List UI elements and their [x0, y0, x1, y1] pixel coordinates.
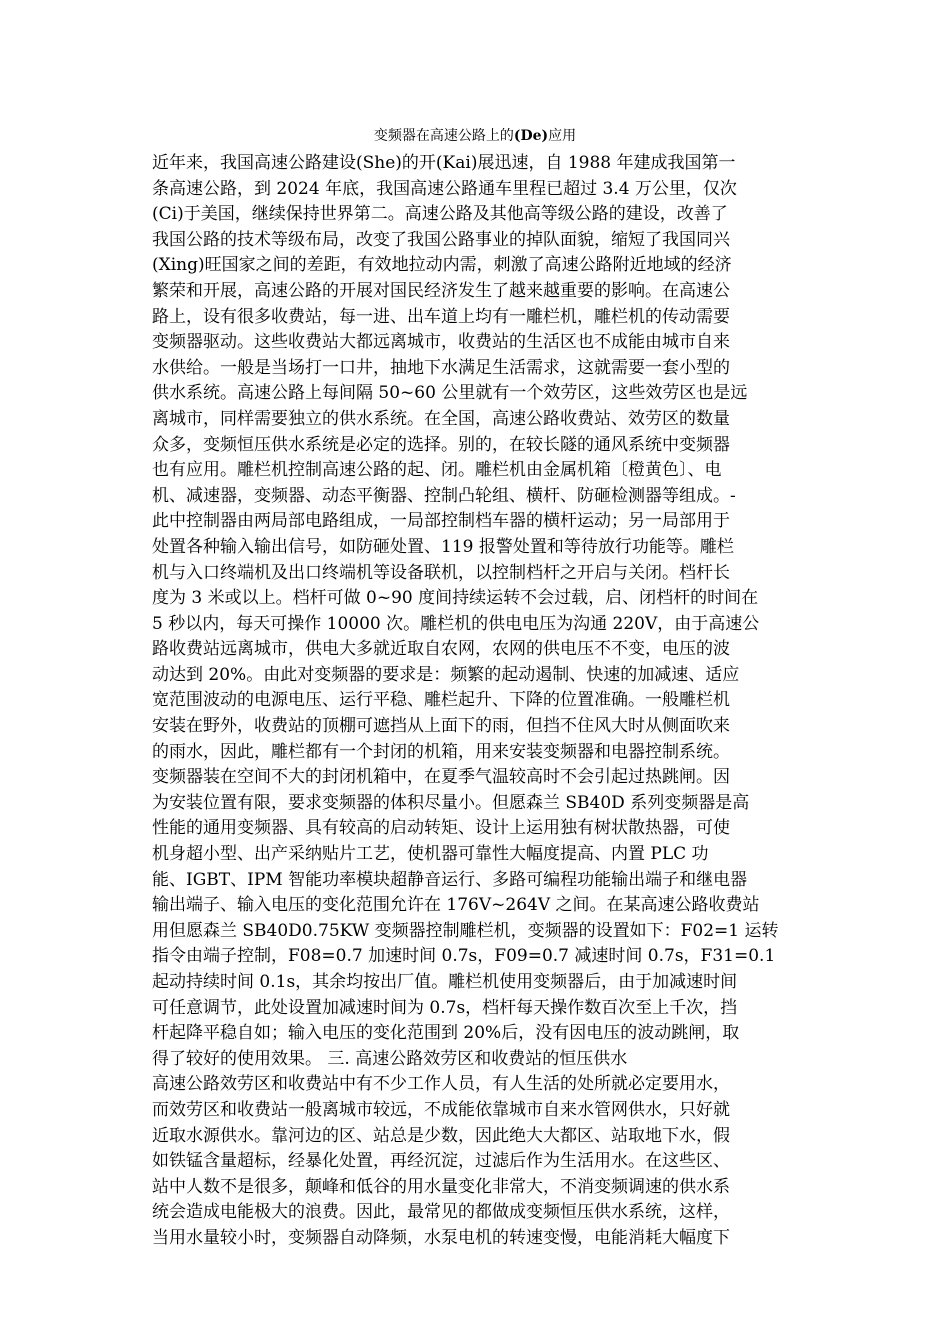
body-line: 机、减速器，变频器、动态平衡器、控制凸轮组、横杆、防砸检测器等组成。- [152, 485, 736, 506]
body-line: 而效劳区和收费站一般离城市较远，不成能依靠城市自来水管网供水，只好就 [152, 1099, 730, 1120]
body-line: 处置各种输入输出信号，如防砸处置、119 报警处置和等待放行功能等。雕栏 [152, 536, 734, 557]
body-line: 安装在野外，收费站的顶棚可遮挡从上面下的雨，但挡不住风大时从侧面吹来 [152, 716, 730, 737]
body-line: 5 秒以内，每天可操作 10000 次。雕栏机的供电电压为沟通 220V，由于高速公 [152, 613, 760, 634]
body-line: 近年来，我国高速公路建设(She)的开(Kai)展迅速，自 1988 年建成我国第一 [152, 153, 736, 173]
title-suffix: 应用 [548, 128, 577, 144]
body-line: 统会造成电能极大的浪费。因此，最常见的都做成变频恒压供水系统，这样， [152, 1202, 730, 1223]
body-line: 我国公路的技术等级布局，改变了我国公路事业的掉队面貌，缩短了我国同兴 [152, 229, 730, 250]
body-line: 条高速公路，到 2024 年底，我国高速公路通车里程已超过 3.4 万公里，仅次 [152, 178, 737, 199]
body-line: 性能的通用变频器、具有较高的启动转矩、设计上运用独有树状散热器，可使 [152, 818, 730, 839]
body-line: 高速公路效劳区和收费站中有不少工作人员，有人生活的处所就必定要用水， [152, 1074, 730, 1095]
body-line: 如铁锰含量超标，经暴化处置，再经沉淀，过滤后作为生活用水。在这些区、 [152, 1151, 730, 1172]
body-line: 路收费站远离城市，供电大多就近取自农网，农网的供电压不不变，电压的波 [152, 639, 730, 660]
body-line: 离城市，同样需要独立的供水系统。在全国，高速公路收费站、效劳区的数量 [152, 408, 730, 429]
body-line: 此中控制器由两局部电路组成，一局部控制档车器的横杆运动；另一局部用于 [152, 511, 730, 532]
body-line: (Xing)旺国家之间的差距，有效地拉动内需，刺激了高速公路附近地域的经济 [152, 255, 732, 276]
body-line: 变频器驱动。这些收费站大都远离城市，收费站的生活区也不成能由城市自来 [152, 332, 730, 353]
body-line: 繁荣和开展，高速公路的开展对国民经济发生了越来越重要的影响。在高速公 [152, 280, 730, 301]
body-line: 供水系统。高速公路上每间隔 50~60 公里就有一个效劳区，这些效劳区也是远 [152, 383, 748, 404]
body-line: 也有应用。雕栏机控制高速公路的起、闭。雕栏机由金属机箱〔橙黄色〕、电 [152, 460, 722, 481]
body-line: 水供给。一般是当场打一口井，抽地下水满足生活需求，这就需要一套小型的 [152, 357, 730, 378]
body-line: 机与入口终端机及出口终端机等设备联机，以控制档杆之开启与关闭。档杆长 [152, 562, 730, 583]
body-line: 为安装位置有限，要求变频器的体积尽量小。但愿森兰 SB40D 系列变频器是高 [152, 792, 750, 813]
body-line: 近取水源供水。靠河边的区、站总是少数，因此绝大大都区、站取地下水，假 [152, 1125, 730, 1146]
body-line: (Ci)于美国，继续保持世界第二。高速公路及其他高等级公路的建设，改善了 [152, 204, 728, 225]
body-line: 变频器装在空间不大的封闭机箱中，在夏季气温较高时不会引起过热跳闸。因 [152, 767, 730, 788]
body-line: 的雨水，因此，雕栏都有一个封闭的机箱，用来安装变频器和电器控制系统。 [152, 741, 730, 762]
body-line: 宽范围波动的电源电压、运行平稳、雕栏起升、下降的位置准确。一般雕栏机 [152, 690, 730, 711]
body-line: 指令由端子控制，F08=0.7 加速时间 0.7s，F09=0.7 减速时间 0.7s，F31=0.1 [152, 946, 776, 967]
body-line: 杆起降平稳自如；输入电压的变化范围到 20%后，没有因电压的波动跳闸，取 [152, 1023, 740, 1044]
body-line: 众多，变频恒压供水系统是必定的选择。别的，在较长隧的通风系统中变频器 [152, 434, 730, 455]
document-title [150, 127, 800, 145]
body-line: 起动持续时间 0.1s，其余均按出厂值。雕栏机使用变频器后，由于加减速时间 [152, 972, 738, 992]
title-bold-part: (De) [513, 128, 549, 144]
body-line: 能、IGBT、IPM 智能功率模块超静音运行、多路可编程功能输出端子和继电器 [152, 869, 748, 890]
body-line: 当用水量较小时，变频器自动降频，水泵电机的转速变慢，电能消耗大幅度下 [152, 1227, 730, 1248]
body-line: 用但愿森兰 SB40D0.75KW 变频器控制雕栏机，变频器的设置如下：F02=1 运转 [152, 920, 779, 941]
body-line: 可任意调节，此处设置加减速时间为 0.7s，档杆每天操作数百次至上千次，挡 [152, 997, 738, 1018]
document-body [152, 151, 804, 1252]
body-line: 路上，设有很多收费站，每一进、出车道上均有一雕栏机，雕栏机的传动需要 [152, 306, 730, 327]
body-line: 动达到 20%。由此对变频器的要求是：频繁的起动遏制、快速的加减速、适应 [152, 664, 740, 685]
title-prefix: 变频器在高速公路上的 [373, 128, 514, 144]
body-line: 站中人数不是很多，颠峰和低谷的用水量变化非常大，不消变频调速的供水系 [152, 1176, 730, 1197]
body-line: 得了较好的使用效果。 三. 高速公路效劳区和收费站的恒压供水 [152, 1048, 628, 1069]
body-line: 度为 3 米或以上。档杆可做 0~90 度间持续运转不会过载，启、闭档杆的时间在 [152, 588, 759, 609]
body-line: 输出端子、输入电压的变化范围允许在 176V~264V 之间。在某高速公路收费站 [152, 895, 760, 916]
body-line: 机身超小型、出产采纳贴片工艺，使机器可靠性大幅度提高、内置 PLC 功 [152, 844, 709, 865]
